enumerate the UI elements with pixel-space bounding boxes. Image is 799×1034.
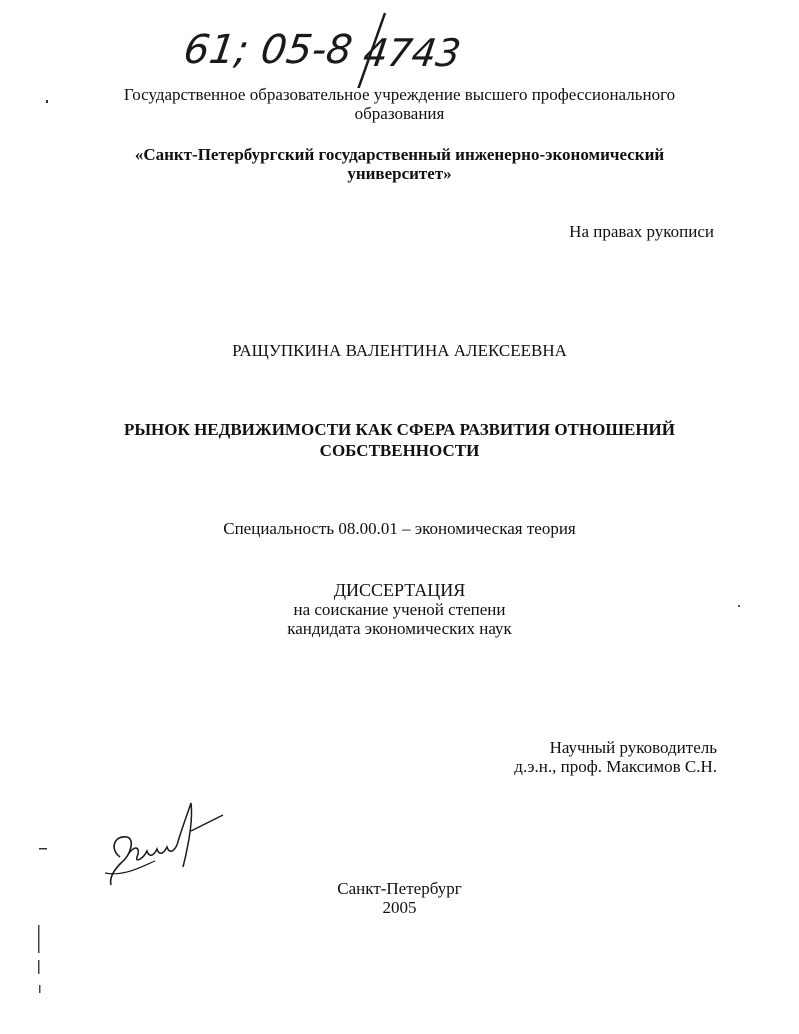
dissertation-title-line-1: РЫНОК НЕДВИЖИМОСТИ КАК СФЕРА РАЗВИТИЯ ОТНОШЕНИЙ	[123, 420, 676, 439]
svg-text:4743: 4743	[360, 32, 464, 76]
manuscript-rights: На правах рукописи	[569, 222, 714, 241]
document-type-line-1: на соискание ученой степени	[293, 600, 506, 619]
institution-line-2: образования	[354, 104, 445, 123]
supervisor-label: Научный руководитель	[549, 738, 717, 757]
city: Санкт-Петербург	[337, 879, 462, 898]
university-line-2: университет»	[347, 164, 452, 183]
svg-text:61; 05-8: 61; 05-8	[180, 27, 356, 73]
year: 2005	[382, 898, 417, 917]
specialty: Специальность 08.00.01 – экономическая теория	[223, 519, 576, 538]
university-line-1: «Санкт-Петербургский государственный инженерно-экономический	[134, 145, 665, 164]
handwritten-archive-mark	[180, 8, 480, 88]
document-type-heading: ДИССЕРТАЦИЯ	[333, 580, 466, 600]
dissertation-title-line-2: СОБСТВЕННОСТИ	[319, 441, 480, 460]
institution-line-1: Государственное образовательное учреждение высшего профессионального	[123, 85, 676, 104]
supervisor-name: д.э.н., проф. Максимов С.Н.	[514, 757, 717, 776]
document-type-line-2: кандидата экономических наук	[287, 619, 512, 638]
author-name: РАЩУПКИНА ВАЛЕНТИНА АЛЕКСЕЕВНА	[232, 341, 567, 360]
